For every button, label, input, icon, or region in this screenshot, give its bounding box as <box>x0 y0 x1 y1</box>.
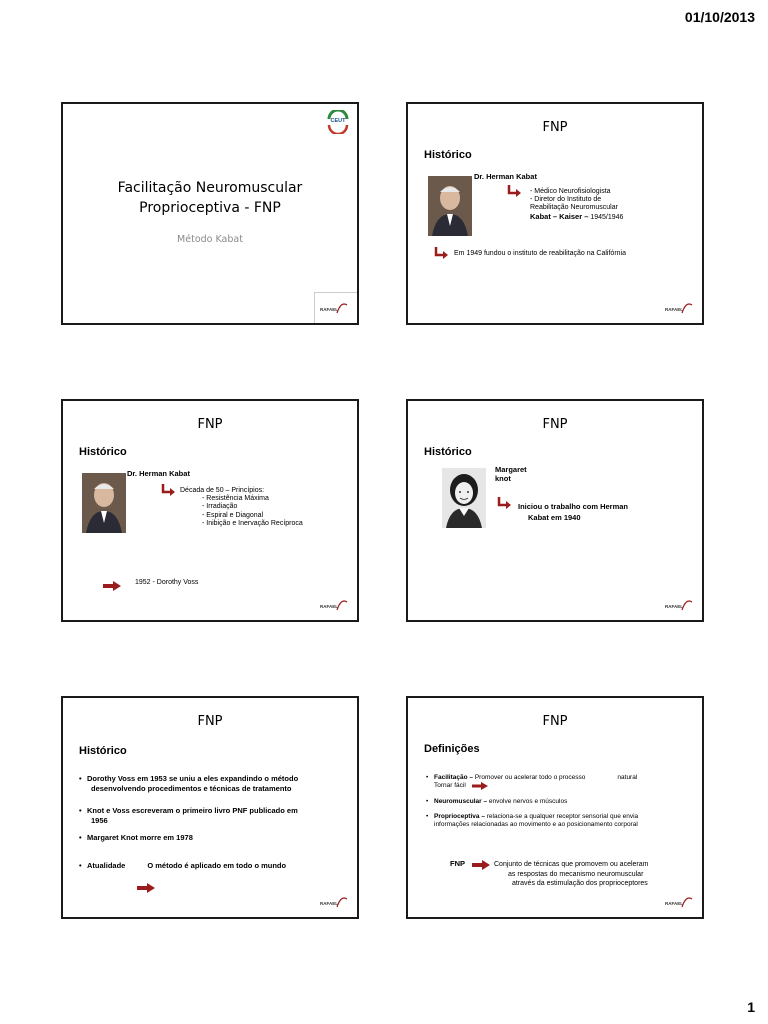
definition-facilitacao <box>426 774 696 789</box>
detail-line: - Diretor do Instituto de <box>530 196 602 204</box>
rafael-logo <box>662 893 696 911</box>
corner-arrow-icon <box>161 484 175 496</box>
atualidade-label: Atualidade <box>87 861 126 870</box>
bullet-text: Margaret Knot morre em 1978 <box>87 833 193 842</box>
bullet-dot-icon: • <box>79 861 82 870</box>
kaiser-years: 1945/1946 <box>590 213 624 221</box>
person-name: Dr. Herman Kabat <box>127 469 190 478</box>
corner-arrow-icon <box>507 185 521 197</box>
slide-heading: FNP <box>197 417 223 432</box>
definition-neuromuscular <box>426 798 567 806</box>
def-term: Neuromuscular – <box>434 798 488 805</box>
slide-heading: FNP <box>197 714 223 729</box>
kaiser-bold: Kabat – Kaiser – <box>530 211 589 221</box>
principle-item: - Inibição e Inervação Recíproca <box>202 519 303 527</box>
corner-arrow-icon <box>434 247 448 259</box>
slide-title <box>63 178 357 218</box>
rafael-logo-text: RAFAEL <box>665 604 683 609</box>
slide-5 <box>61 696 359 919</box>
portrait-photo <box>82 473 126 533</box>
fnp-label: FNP <box>450 859 465 868</box>
person-name: Dr. Herman Kabat <box>474 172 537 181</box>
rafael-logo-text: RAFAEL <box>320 604 338 609</box>
atualidade-text: O método é aplicado em todo o mundo <box>147 861 287 870</box>
section-title: Histórico <box>79 446 127 458</box>
title-line-2: Proprioceptiva - FNP <box>139 200 281 216</box>
section-title: Histórico <box>424 149 472 161</box>
def-text: informações relacionadas ao movimento e ao posicionamento corporal <box>434 820 638 828</box>
rafael-logo <box>317 299 351 317</box>
rafael-logo <box>662 299 696 317</box>
def-text: relaciona-se a qualquer receptor sensorial que envia <box>486 813 639 820</box>
slide-2 <box>406 102 704 325</box>
knot-text <box>518 501 628 523</box>
detail-line: - Médico Neurofisiologista <box>530 188 611 195</box>
kabat-details <box>530 188 623 222</box>
def-term: Proprioceptiva – <box>434 813 485 820</box>
rafael-logo-text: RAFAEL <box>320 901 338 906</box>
definition-proprioceptiva <box>426 813 701 828</box>
section-title: Histórico <box>424 446 472 458</box>
bullet-dot-icon: • <box>79 774 82 783</box>
portrait-photo <box>442 468 486 528</box>
slide-1 <box>61 102 359 325</box>
section-title: Histórico <box>79 745 127 757</box>
decade-line: Década de 50 – Princípios: <box>180 487 265 494</box>
principles-block <box>180 487 303 528</box>
voss-note: 1952 - Dorothy Voss <box>135 579 199 586</box>
ceut-logo-text: CEUT <box>330 118 346 124</box>
bullet-item <box>79 833 193 843</box>
person-name-line: knot <box>495 474 511 483</box>
def-text: Tornar fácil <box>434 781 466 789</box>
page-date: 01/10/2013 <box>684 9 755 25</box>
knot-text-line: Iniciou o trabalho com Herman <box>518 502 629 511</box>
corner-arrow-icon <box>497 497 511 509</box>
def-term: Facilitação – <box>434 774 474 781</box>
knot-text-line: Kabat em 1940 <box>528 513 581 522</box>
bullet-dot-icon: • <box>79 806 82 815</box>
right-arrow-icon <box>472 860 490 870</box>
bullet-text: Dorothy Voss em 1953 se uniu a eles expandindo o método <box>87 774 299 783</box>
rafael-logo-text: RAFAEL <box>665 901 683 906</box>
detail-line: Reabilitação Neuromuscular <box>530 204 618 212</box>
rafael-logo-text: RAFAEL <box>320 307 338 312</box>
principle-item: - Espiral e Diagonal <box>202 511 264 519</box>
fnp-definition <box>494 860 648 889</box>
person-name <box>495 465 527 483</box>
bullet-text: desenvolvendo procedimentos e técnicas de tratamento <box>91 783 292 793</box>
rafael-logo <box>317 596 351 614</box>
slide-6 <box>406 696 704 919</box>
def-text: envolve nervos e músculos <box>488 798 568 805</box>
bullet-item <box>79 806 298 825</box>
bullet-item <box>79 774 298 793</box>
def-text: natural <box>617 774 638 781</box>
section-title: Definições <box>424 743 480 755</box>
title-line-1: Facilitação Neuromuscular <box>117 180 303 196</box>
bullet-dot-icon: • <box>426 813 429 820</box>
institute-note: Em 1949 fundou o instituto de reabilitação na Califórnia <box>454 250 626 257</box>
ceut-logo <box>326 110 350 134</box>
slide-heading: FNP <box>542 417 568 432</box>
bullet-dot-icon: • <box>426 774 429 781</box>
bullet-text: Knot e Voss escreveram o primeiro livro PNF publicado em <box>87 806 298 815</box>
slide-heading: FNP <box>542 714 568 729</box>
right-arrow-icon <box>472 782 488 790</box>
right-arrow-icon <box>103 581 121 591</box>
def-text: Promover ou acelerar todo o processo <box>474 774 586 781</box>
fnp-line: Conjunto de técnicas que promovem ou aceleram <box>494 861 649 868</box>
kaiser-line <box>530 213 623 222</box>
rafael-logo <box>662 596 696 614</box>
bullet-dot-icon: • <box>426 798 429 805</box>
rafael-logo <box>317 893 351 911</box>
person-name-line: Margaret <box>495 465 527 474</box>
portrait-photo <box>428 176 472 236</box>
slide-4 <box>406 399 704 622</box>
principle-item: - Resistência Máxima <box>202 495 269 503</box>
fnp-line: através da estimulação dos proprioceptores <box>512 880 648 887</box>
bullet-dot-icon: • <box>79 833 82 842</box>
right-arrow-icon <box>137 883 155 893</box>
slide-3 <box>61 399 359 622</box>
bullet-item <box>79 861 286 871</box>
page-number: 1 <box>747 999 755 1015</box>
rafael-logo-text: RAFAEL <box>665 307 683 312</box>
fnp-line: as respostas do mecanismo neuromuscular <box>508 870 644 878</box>
principle-item: - Irradiação <box>202 503 238 511</box>
slide-subtitle: Método Kabat <box>177 234 243 245</box>
slide-heading: FNP <box>542 120 568 135</box>
bullet-text: 1956 <box>91 815 108 825</box>
